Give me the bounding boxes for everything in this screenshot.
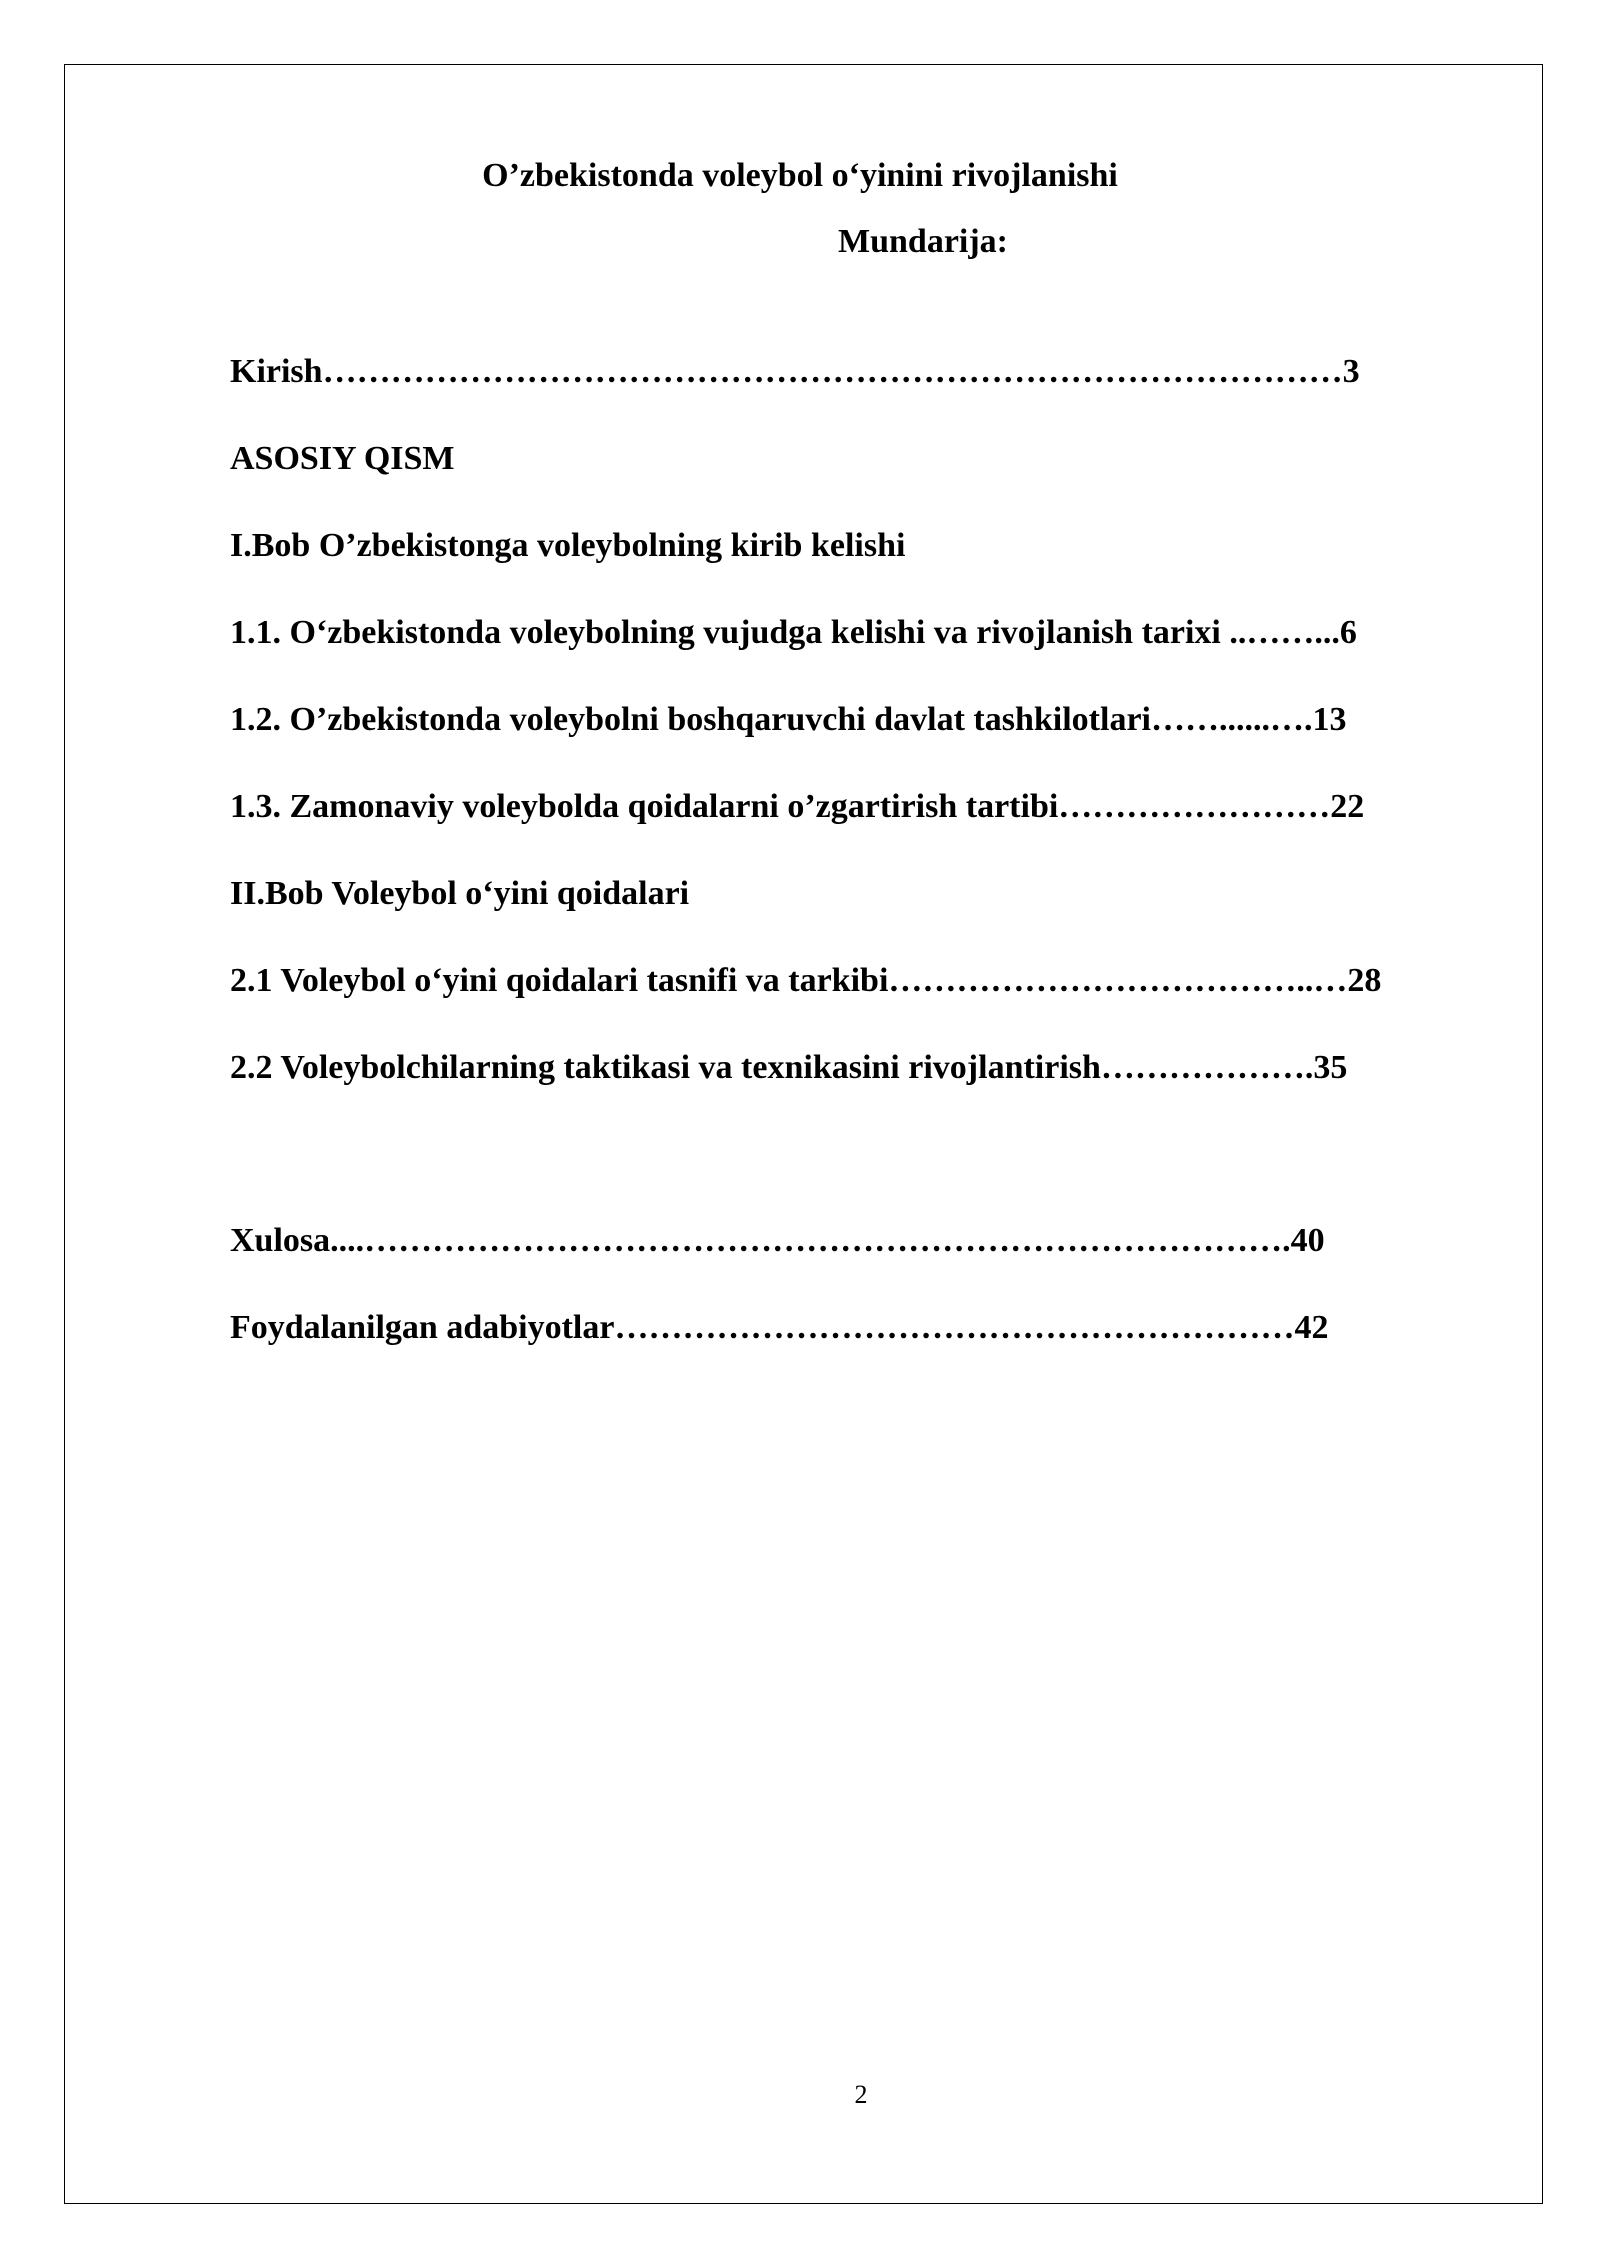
toc-entry-introduction: Kirish………………………………………………………………………………3 [230, 353, 1360, 390]
toc-entry-references: Foydalanilgan adabiyotlar……………………………………………………42 [230, 1309, 1329, 1346]
toc-entry-chapter-2: II.Bob Voleybol o‘yini qoidalari [230, 875, 690, 912]
toc-entry-section-1-2: 1.2. O’zbekistonda voleybolni boshqaruvchi davlat tashkilotlari……......….13 [230, 701, 1347, 738]
toc-entry-main-part: ASOSIY QISM [230, 440, 455, 477]
document-title: O’zbekistonda voleybol o‘yinini rivojlanishi [482, 157, 1118, 194]
toc-entry-section-2-2: 2.2 Voleybolchilarning taktikasi va texnikasini rivojlantirish……………….35 [230, 1049, 1348, 1086]
toc-heading: Mundarija: [838, 223, 1008, 260]
toc-entry-section-2-1: 2.1 Voleybol o‘yini qoidalari tasnifi va tarkibi………………………………..…28 [230, 962, 1382, 999]
toc-entry-section-1-3: 1.3. Zamonaviy voleybolda qoidalarni o’zgartirish tartibi……………………22 [230, 788, 1365, 825]
toc-entry-conclusion: Xulosa....……………………………………………………………………….40 [230, 1222, 1325, 1259]
toc-entry-section-1-1: 1.1. O‘zbekistonda voleybolning vujudga kelishi va rivojlanish tarixi ..……...6 [230, 614, 1357, 651]
toc-entry-chapter-1: I.Bob O’zbekistonga voleybolning kirib kelishi [230, 527, 906, 564]
page-number: 2 [854, 2080, 868, 2109]
